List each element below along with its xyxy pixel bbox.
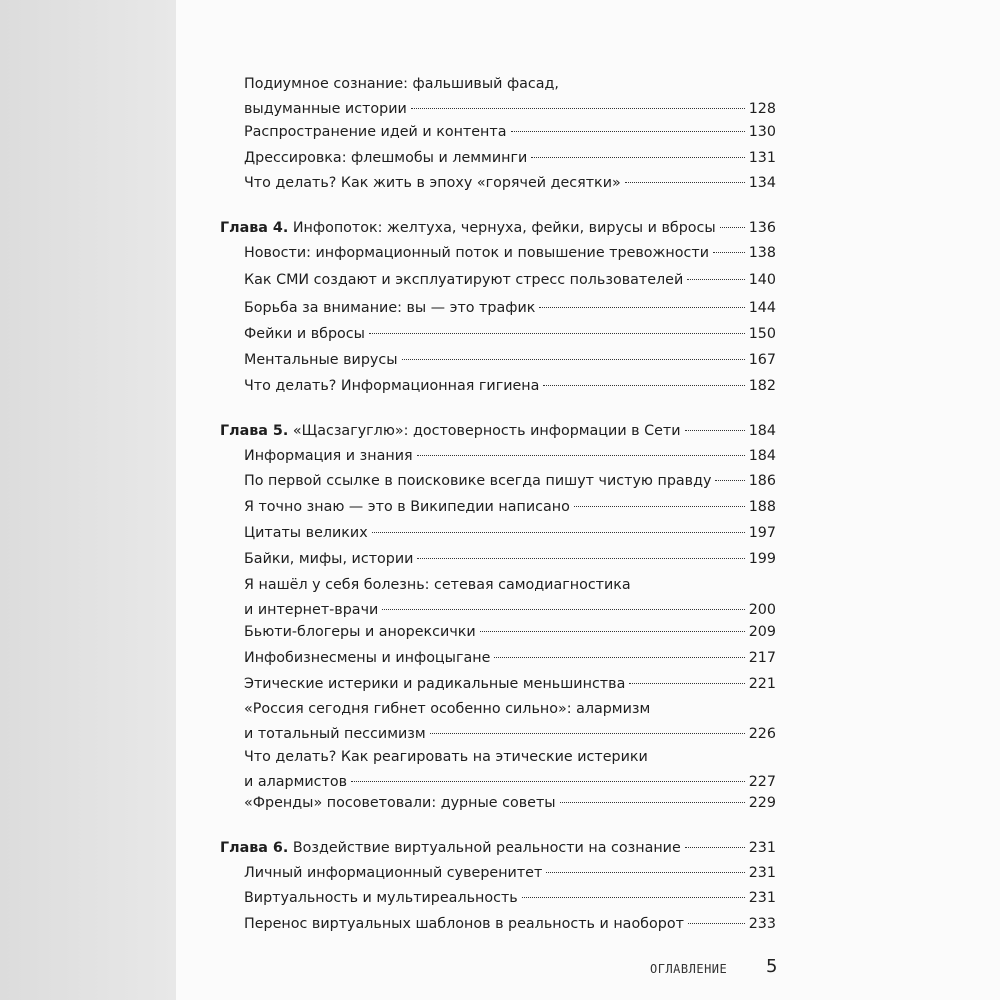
dot-leader [539,306,744,308]
toc-entry-title: Инфопоток: желтуха, чернуха, фейки, вирусы и вбросы [288,220,716,236]
toc-entry-title: Информация и знания [244,448,413,464]
toc-page-number: 184 [748,448,776,464]
toc-entry-title: Ментальные вирусы [244,352,398,368]
toc-entry [244,547,776,572]
toc-entry-title: и интернет-врачи [244,602,379,618]
toc-page-number: 144 [748,300,776,316]
toc-entry [244,120,776,145]
toc-page-number: 150 [748,326,776,342]
dot-leader [629,682,744,684]
page-number: 5 [766,956,778,977]
toc-entry [244,521,776,546]
toc-entry-title: Воздействие виртуальной реальности на сознание [288,840,681,856]
dot-leader [574,505,745,507]
toc-chapter-entry [220,836,776,861]
toc-entry [244,672,776,697]
dot-leader [480,630,745,632]
dot-leader [372,531,745,533]
toc-page-number: 233 [748,916,776,932]
toc-entry-title-line: Я нашёл у себя болезнь: сетевая самодиагностика [244,577,631,593]
toc-entry [244,886,776,911]
toc-entry [244,146,776,171]
dot-leader [625,181,745,183]
toc-entry-title: Дрессировка: флешмобы и лемминги [244,150,528,166]
toc-page-number: 131 [748,150,776,166]
dot-leader [402,358,745,360]
dot-leader [531,156,744,158]
toc-entry-title: Борьба за внимание: вы — это трафик [244,300,536,316]
toc-entry [244,348,776,373]
toc-entry-title-line: «Россия сегодня гибнет особенно сильно»: алармизм [244,701,651,717]
toc-entry [244,912,776,937]
toc-page-number: 197 [748,525,776,541]
toc-entry [244,444,776,469]
toc-entry-title: выдуманные истории [244,101,407,117]
toc-page-number: 231 [748,865,776,881]
toc-entry [244,72,776,122]
dot-leader [511,130,745,132]
toc-entry [244,241,776,266]
toc-entry [244,791,776,816]
toc-entry-title: Что делать? Информационная гигиена [244,378,540,394]
toc-entry [244,469,776,494]
dot-leader [687,278,744,280]
toc-entry [244,495,776,520]
toc-page-number: 130 [748,124,776,140]
dot-leader [417,454,745,456]
toc-page-number: 138 [748,245,776,261]
toc-entry-title: и тотальный пессимизм [244,726,426,742]
toc-entry-title: «Френды» посоветовали: дурные советы [244,795,556,811]
dot-leader [430,732,745,734]
toc-entry [244,322,776,347]
toc-entry [244,171,776,196]
dot-leader [543,384,744,386]
toc-entry [244,861,776,886]
dot-leader [494,656,744,658]
chapter-label: Глава 4. [220,220,289,236]
dot-leader [560,801,745,803]
toc-entry-title: Распространение идей и контента [244,124,507,140]
toc-page-number: 136 [748,220,776,236]
dot-leader [417,557,744,559]
toc-page-number: 231 [748,840,776,856]
toc-entry-title: Что делать? Как жить в эпоху «горячей десятки» [244,175,621,191]
toc-entry [244,620,776,645]
toc-entry-title-line: Подиумное сознание: фальшивый фасад, [244,76,559,92]
toc-page-number: 209 [748,624,776,640]
toc-chapter-entry [220,216,776,241]
toc-entry-title: Фейки и вбросы [244,326,365,342]
toc-page-number: 199 [748,551,776,567]
toc-entry-title: Инфобизнесмены и инфоцыгане [244,650,491,666]
toc-entry-title: Байки, мифы, истории [244,551,414,567]
toc-entry [244,573,776,623]
toc-entry [244,745,776,795]
toc-page-number: 167 [748,352,776,368]
toc-entry-title: Я точно знаю — это в Википедии написано [244,499,570,515]
dot-leader [522,896,745,898]
toc-entry-title: Как СМИ создают и эксплуатируют стресс пользователей [244,272,684,288]
toc-page-number: 217 [748,650,776,666]
toc-entry [244,296,776,321]
toc-page-number: 140 [748,272,776,288]
toc-page-number: 221 [748,676,776,692]
dot-leader [369,332,745,334]
toc-entry [244,374,776,399]
dot-leader [720,226,745,228]
toc-entry [244,697,776,747]
toc-entry [244,646,776,671]
dot-leader [713,251,745,253]
toc-entry-title: Цитаты великих [244,525,368,541]
chapter-label: Глава 6. [220,840,289,856]
toc-page-number: 231 [748,890,776,906]
toc-page-number: 229 [748,795,776,811]
dot-leader [685,429,745,431]
toc-entry-title-line: Что делать? Как реагировать на этические истерики [244,749,648,765]
toc-entry-title: Перенос виртуальных шаблонов в реальность и наоборот [244,916,684,932]
toc-entry-title: и алармистов [244,774,348,790]
toc-page-number: 227 [748,774,776,790]
toc-page-number: 200 [748,602,776,618]
toc-entry-title: Личный информационный суверенитет [244,865,543,881]
toc-page-number: 134 [748,175,776,191]
dot-leader [688,922,745,924]
toc-entry-title: «Щасзагуглю»: достоверность информации в Сети [288,423,681,439]
dot-leader [382,608,744,610]
dot-leader [351,780,745,782]
toc-entry-title: Этические истерики и радикальные меньшинства [244,676,626,692]
toc-entry-title: По первой ссылке в поисковике всегда пишут чистую правду [244,473,712,489]
dot-leader [715,479,744,481]
chapter-label: Глава 5. [220,423,289,439]
toc-entry-title: Бьюти-блогеры и анорексички [244,624,476,640]
toc-chapter-entry [220,419,776,444]
toc-page-number: 182 [748,378,776,394]
toc-entry-title: Виртуальность и мультиреальность [244,890,518,906]
running-footer-section: ОГЛАВЛЕНИЕ [650,962,728,976]
dot-leader [546,871,744,873]
toc-page-number: 186 [748,473,776,489]
dot-leader [411,107,745,109]
toc-page-number: 226 [748,726,776,742]
toc-entry-title: Новости: информационный поток и повышение тревожности [244,245,710,261]
toc-page-number: 128 [748,101,776,117]
toc-page-number: 184 [748,423,776,439]
dot-leader [685,846,745,848]
toc-page-number: 188 [748,499,776,515]
toc-entry [244,268,776,293]
